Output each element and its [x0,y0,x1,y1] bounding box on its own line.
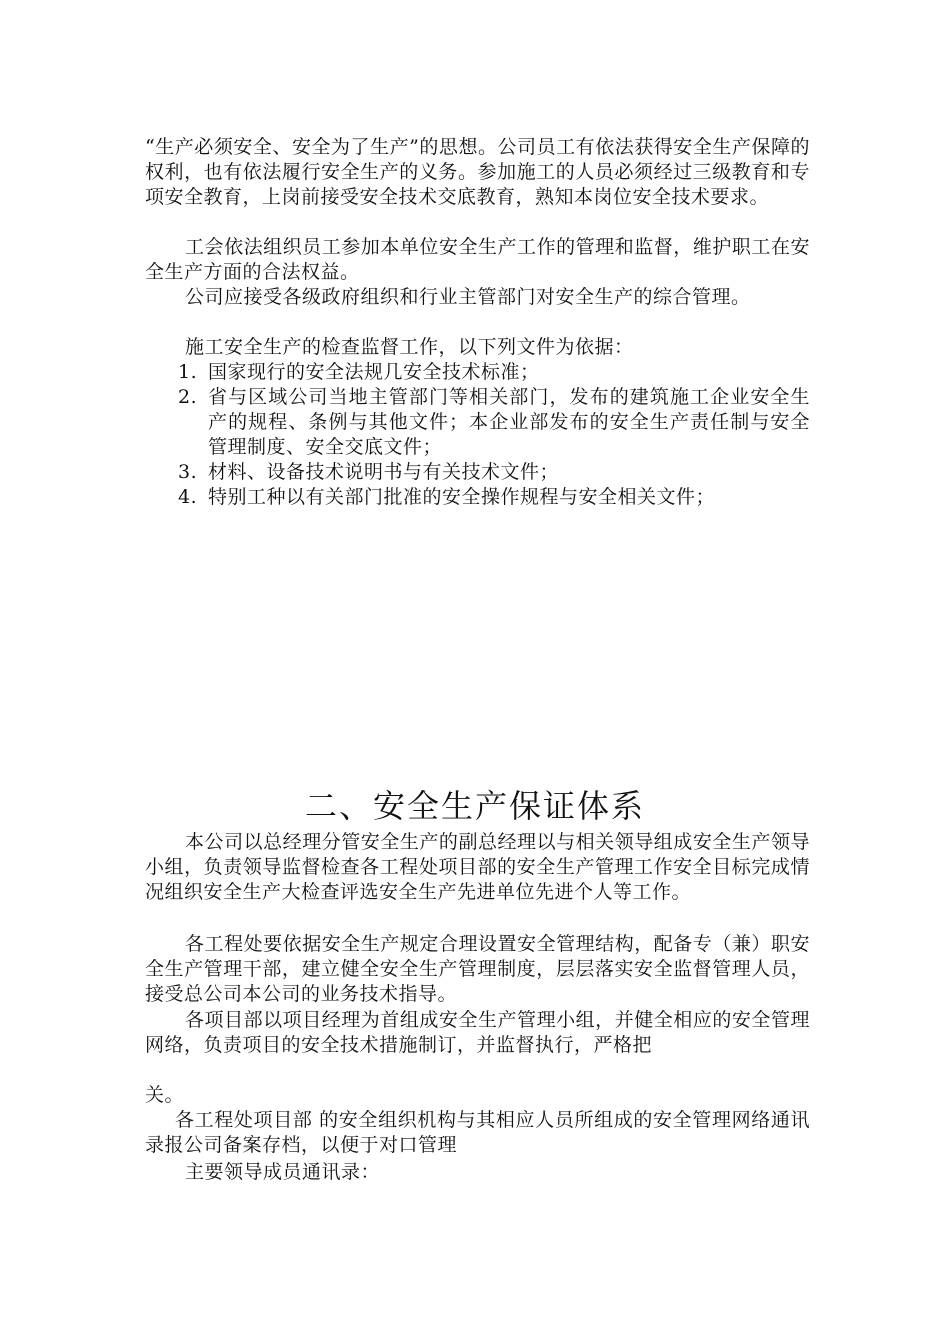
paragraph-inspection-basis: 施工安全生产的检查监督工作，以下列文件为依据： [185,336,634,358]
paragraph-project-department: 各项目部以项目经理为首组成安全生产管理小组，并健全相应的安全管理网络，负责项目的安全技术措施制订，并监督执行，严格把 [145,1009,810,1056]
list-item-number: 2. [178,386,198,408]
section-heading: 二、安全生产保证体系 [304,787,645,825]
paragraph-engineering-division: 各工程处要依据安全生产规定合理设置安全管理结构，配备专（兼）职安全生产管理干部，建立健全安全生产管理制度，层层落实安全监督管理人员，接受总公司本公司的业务技术指导。 [145,933,810,1005]
list-item [178,485,810,510]
list-item-number: 4. [178,486,198,508]
list-item [178,460,810,485]
paragraph-union-supervision: 工会依法组织员工参加本单位安全生产工作的管理和监督，维护职工在安全生产方面的合法权益。 [145,236,810,283]
paragraph-network-directory: 各工程处项目部 的安全组织机构与其相应人员所组成的安全管理网络通讯录报公司备案存档，以便于对口管理 [145,1109,810,1156]
basis-document-list [178,360,810,510]
list-item-number: 3. [178,461,198,483]
list-item [178,385,810,460]
paragraph-government-oversight: 公司应接受各级政府组织和行业主管部门对安全生产的综合管理。 [185,286,751,308]
list-item [178,360,810,385]
list-item-number: 1. [178,361,198,383]
paragraph-safety-thought: “生产必须安全、安全为了生产”的思想。公司员工有依法获得安全生产保障的权利，也有依法履行安全生产的义务。参加施工的人员必须经过三级教育和专项安全教育，上岗前接受安全技术交底教育，熟知本岗位安全技术要求。 [145,136,810,208]
list-item-text: 国家现行的安全法规几安全技术标准； [208,361,540,383]
paragraph-leadership-group: 本公司以总经理分管安全生产的副总经理以与相关领导组成安全生产领导小组，负责领导监督检查各工程处项目部的安全生产管理工作安全目标完成情况组织安全生产大检查评选安全生产先进单位先进个人等工作。 [145,831,810,903]
list-item-text: 特别工种以有关部门批准的安全操作规程与安全相关文件； [208,486,716,508]
list-item-text: 材料、设备技术说明书与有关技术文件； [208,461,560,483]
paragraph-leader-directory: 主要领导成员通讯录： [185,1161,381,1183]
paragraph-tail-text: 关。 [145,1084,185,1106]
list-item-text: 省与区域公司当地主管部门等相关部门，发布的建筑施工企业安全生产的规程、条例与其他文件；本企业部发布的安全生产责任制与安全管理制度、安全交底文件； [208,386,810,458]
